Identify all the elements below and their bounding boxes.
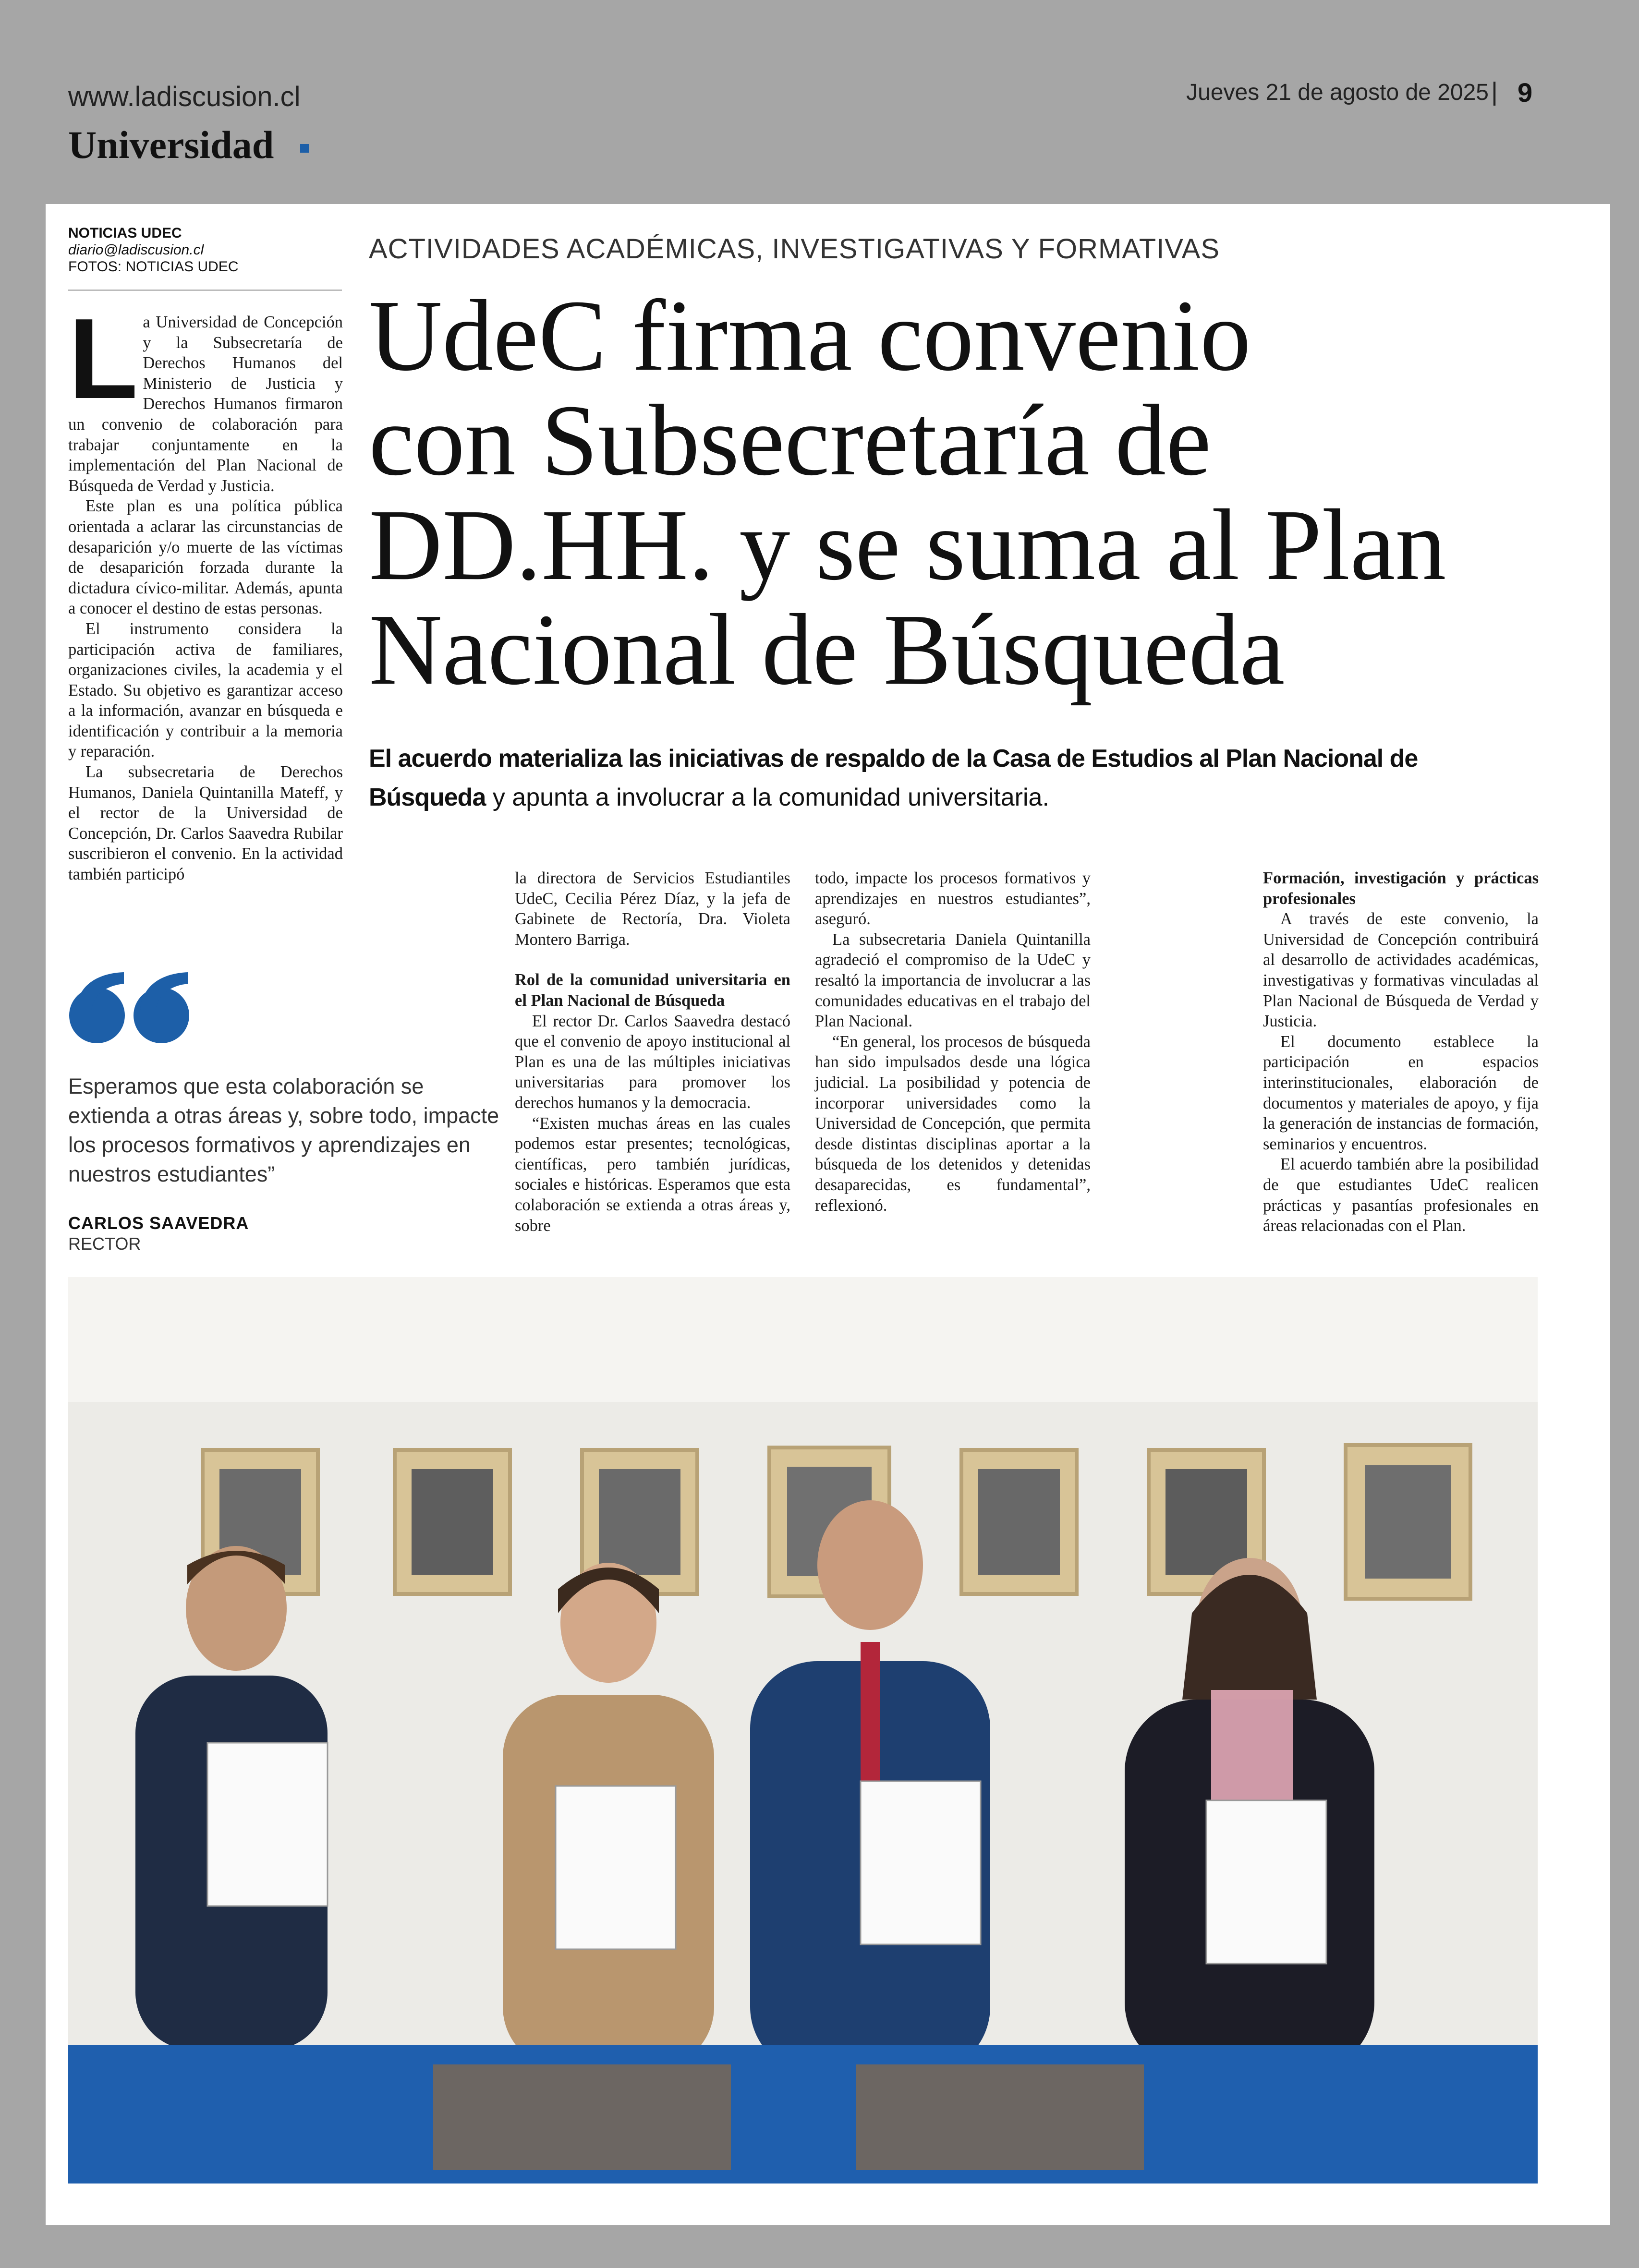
subheading: Formación, investigación y prácticas profesionales <box>1263 869 1539 908</box>
body-paragraph: El rector Dr. Carlos Saavedra destacó que el convenio de apoyo institucional al Plan es una de las múltiples iniciativas universitarias para promover los derechos humanos y la democracia. <box>515 1012 790 1112</box>
headline-line: con Subsecretaría de <box>369 384 1212 496</box>
body-paragraph: “Existen muchas áreas en las cuales podemos estar presentes; tecnológicas, científicas, pero también jurídicas, sociales e históricas. Esperamos que esta colaboración se extienda a otras áreas y, sobre <box>515 1114 790 1235</box>
article-kicker: ACTIVIDADES ACADÉMICAS, INVESTIGATIVAS Y FORMATIVAS <box>369 233 1220 265</box>
page-number: 9 <box>1518 77 1533 108</box>
article-headline <box>369 279 1521 706</box>
byline-photo-credit: FOTOS: NOTICIAS UDEC <box>68 259 239 275</box>
deck-regular: y apunta a involucrar a la comunidad universitaria. <box>486 784 1049 811</box>
section-accent-dot <box>300 144 309 153</box>
byline-divider <box>68 290 342 291</box>
headline-line: Nacional de Búsqueda <box>369 593 1285 706</box>
drop-cap: L <box>68 295 138 422</box>
headline-line: DD.HH. y se suma al Plan <box>369 488 1446 601</box>
subheading: Rol de la comunidad universitaria en el Plan Nacional de Búsqueda <box>515 971 790 1010</box>
byline-author: NOTICIAS UDEC <box>68 225 182 241</box>
body-column-2 <box>815 868 1091 1216</box>
issue-date: Jueves 21 de agosto de 2025 <box>1186 80 1489 105</box>
signing-folder <box>433 2064 731 2170</box>
byline-email[interactable]: diario@ladiscusion.cl <box>68 242 204 258</box>
body-paragraph: todo, impacte los procesos formativos y aprendizajes en nuestros estudiantes”, aseguró. <box>815 869 1091 929</box>
lead-column <box>68 295 343 885</box>
headline-line: UdeC firma convenio <box>369 279 1251 392</box>
body-column-1 <box>515 868 790 1236</box>
body-paragraph: La subsecretaria Daniela Quintanilla agradeció el compromiso de la UdeC y resaltó la importancia de involucrar a las comunidades educativas en el trabajo del Plan Nacional. <box>815 930 1091 1031</box>
header-separator: | <box>1491 77 1498 106</box>
deck-bold: El acuerdo materializa las iniciativas de respaldo de la Casa de Estudios al Plan Nacional de Búsqueda <box>369 745 1418 811</box>
body-paragraph: “En general, los procesos de búsqueda han sido impulsados desde una lógica judicial. La posibilidad y potencia de incorporar universidades como la Universidad de Concepción, que permita desde distintas disciplinas aportar a la búsqueda de los detenidos y detenidas desaparecidas, es fundamental”, reflexionó. <box>815 1032 1091 1215</box>
article-photo <box>68 1277 1538 2184</box>
photo-scene <box>68 1277 1538 2184</box>
signing-folder <box>856 2064 1144 2170</box>
body-column-3 <box>1263 868 1539 1236</box>
body-paragraph: Este plan es una política pública orientada a aclarar las circunstancias de desaparición y/o muerte de las víctimas de desaparición forzada durante la dictadura cívico-militar. Además, apunta a conocer el destino de estas personas. <box>68 497 343 618</box>
section-title: Universidad <box>68 123 274 167</box>
article-deck <box>369 739 1502 817</box>
table-cloth <box>68 2045 1538 2184</box>
body-paragraph: la directora de Servicios Estudiantiles UdeC, Cecilia Pérez Díaz, y la jefa de Gabinete de Rectoría, Dra. Violeta Montero Barriga. <box>515 869 790 949</box>
pull-quote-author: CARLOS SAAVEDRA <box>68 1213 249 1233</box>
body-paragraph: El acuerdo también abre la posibilidad de que estudiantes UdeC realicen prácticas y pasantías profesionales en áreas relacionadas con el Plan. <box>1263 1155 1539 1235</box>
body-paragraph: A través de este convenio, la Universidad de Concepción contribuirá al desarrollo de actividades académicas, investigativas y formativas vinculadas al Plan Nacional de Búsqueda de Verdad y Justicia. <box>1263 910 1539 1031</box>
body-paragraph: La subsecretaria de Derechos Humanos, Daniela Quintanilla Mateff, y el rector de la Universidad de Concepción, Dr. Carlos Saavedra Rubilar suscribieron el convenio. En la actividad también participó <box>68 763 343 884</box>
pull-quote-role: RECTOR <box>68 1234 141 1254</box>
lead-paragraph: La Universidad de Concepción y la Subsecretaría de Derechos Humanos del Ministerio de Justicia y Derechos Humanos firmaron un convenio de colaboración para trabajar conjuntamente en la implementación del Plan Nacional de Búsqueda de Verdad y Justicia. <box>68 295 343 495</box>
body-paragraph: El documento establece la participación en espacios interinstitucionales, elaboración de documentos y materiales de apoyo, y fija la generación de instancias de formación, seminarios y encuentros. <box>1263 1032 1539 1153</box>
quote-marks-icon <box>67 967 197 1044</box>
pull-quote-text: Esperamos que esta colaboración se extienda a otras áreas y, sobre todo, impacte los procesos formativos y aprendizajes en nuestros estudiantes” <box>68 1074 499 1186</box>
site-url[interactable]: www.ladiscusion.cl <box>68 81 301 112</box>
body-paragraph: El instrumento considera la participación activa de familiares, organizaciones civiles, la academia y el Estado. Su objetivo es garantizar acceso a la información, avanzar en búsqueda e identificación y contribuir a la memoria y reparación. <box>68 619 343 761</box>
byline <box>68 225 356 275</box>
